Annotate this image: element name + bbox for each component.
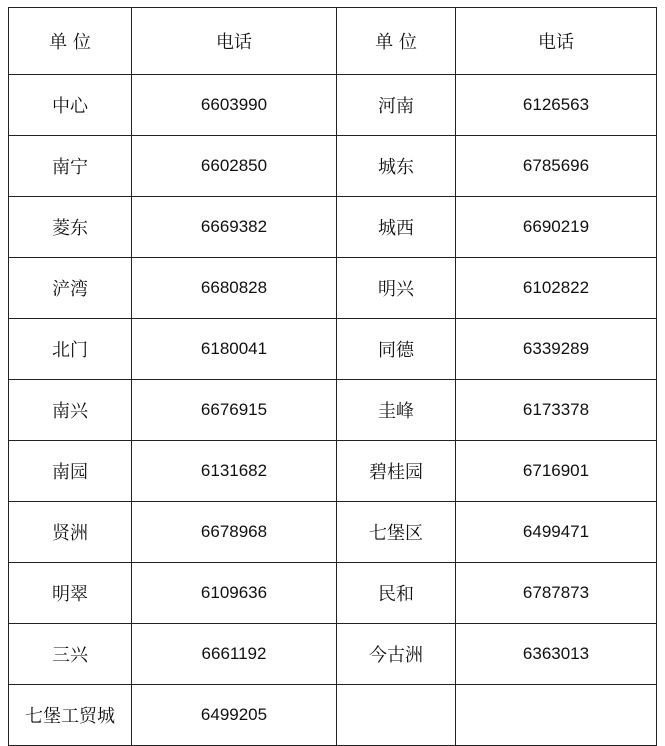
table-header-row	[9, 8, 657, 75]
phone-cell: 6678968	[132, 502, 337, 563]
table-row	[9, 319, 657, 380]
unit-cell: 今古洲	[337, 624, 456, 685]
phone-cell: 6785696	[456, 136, 657, 197]
header-unit-right: 单 位	[337, 8, 456, 75]
phone-cell: 6499205	[132, 685, 337, 746]
phone-cell: 6676915	[132, 380, 337, 441]
unit-cell: 城西	[337, 197, 456, 258]
phone-cell-empty	[456, 685, 657, 746]
phone-cell: 6603990	[132, 75, 337, 136]
unit-cell: 七堡区	[337, 502, 456, 563]
unit-cell: 南宁	[9, 136, 132, 197]
unit-cell: 城东	[337, 136, 456, 197]
unit-cell: 贤洲	[9, 502, 132, 563]
header-phone-left: 电话	[132, 8, 337, 75]
unit-cell: 明兴	[337, 258, 456, 319]
phone-cell: 6363013	[456, 624, 657, 685]
unit-cell: 碧桂园	[337, 441, 456, 502]
table-row	[9, 197, 657, 258]
table-row	[9, 502, 657, 563]
unit-cell: 南园	[9, 441, 132, 502]
unit-cell: 南兴	[9, 380, 132, 441]
phone-cell: 6131682	[132, 441, 337, 502]
unit-cell: 明翠	[9, 563, 132, 624]
phone-cell: 6669382	[132, 197, 337, 258]
unit-cell: 七堡工贸城	[9, 685, 132, 746]
unit-cell: 民和	[337, 563, 456, 624]
phone-cell: 6661192	[132, 624, 337, 685]
phone-cell: 6680828	[132, 258, 337, 319]
phone-cell: 6602850	[132, 136, 337, 197]
table-row	[9, 441, 657, 502]
unit-cell: 同德	[337, 319, 456, 380]
phone-cell: 6173378	[456, 380, 657, 441]
unit-cell: 圭峰	[337, 380, 456, 441]
phone-cell: 6690219	[456, 197, 657, 258]
table-row	[9, 380, 657, 441]
header-unit-left: 单 位	[9, 8, 132, 75]
table-row	[9, 624, 657, 685]
unit-cell: 北门	[9, 319, 132, 380]
phone-cell: 6716901	[456, 441, 657, 502]
unit-cell: 中心	[9, 75, 132, 136]
unit-cell: 浐湾	[9, 258, 132, 319]
phone-cell: 6126563	[456, 75, 657, 136]
phone-cell: 6180041	[132, 319, 337, 380]
phone-cell: 6787873	[456, 563, 657, 624]
table-row	[9, 75, 657, 136]
table-row	[9, 136, 657, 197]
table-row	[9, 563, 657, 624]
table-row	[9, 685, 657, 746]
unit-cell: 菱东	[9, 197, 132, 258]
phone-cell: 6109636	[132, 563, 337, 624]
phone-cell: 6499471	[456, 502, 657, 563]
phone-cell: 6339289	[456, 319, 657, 380]
unit-cell-empty	[337, 685, 456, 746]
header-phone-right: 电话	[456, 8, 657, 75]
phone-cell: 6102822	[456, 258, 657, 319]
table-row	[9, 258, 657, 319]
phone-directory-table	[8, 7, 657, 746]
unit-cell: 三兴	[9, 624, 132, 685]
unit-cell: 河南	[337, 75, 456, 136]
